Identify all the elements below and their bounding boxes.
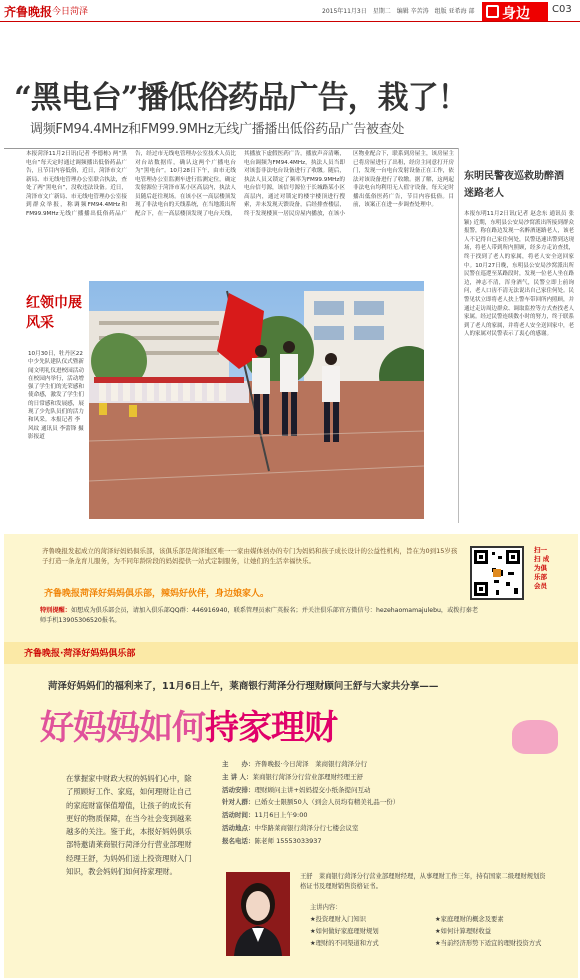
ad-intro: 齐鲁晚报发起成立的菏泽好妈妈俱乐部，该俱乐部是菏泽地区唯一一家由媒体创办的专门为妈妈和孩子成长设计的公益性机构，旨在为0到15岁孩子打造一条龙育儿服务，为不同年龄阶段的妈妈提供一站式定制服务，让她们的生活幸福快乐。 <box>42 547 458 565</box>
ad-join-info <box>40 606 480 626</box>
club-name: 齐鲁晚报·菏泽好妈妈俱乐部 <box>24 649 136 659</box>
divider <box>4 148 458 149</box>
right-story-title: 东明民警夜巡救助醉酒迷路老人 <box>464 171 564 199</box>
subheadline: 调频FM94.4MHz和FM99.9MHz无线广播播出低俗药品广告被查处 <box>30 122 405 137</box>
section-label: 身边 <box>502 6 530 22</box>
event-description: 在掌握家中财政大权的妈妈们心中，除了照顾好工作、家庭，如何理财让自己的家庭财富保值增值，让孩子的成长有更好的物质保障，在当今社会变到越来越多的关注。鉴于此，本报好妈妈俱乐部特邀请莱商银行菏泽分行营业部理财经理王舒，为妈妈们送上投资理财入门知识，教会妈妈们如何持家理财。 <box>66 774 192 877</box>
column-name: 今日菏泽 <box>52 7 89 17</box>
topic-item: ★如何做好家庭理财规划 <box>310 928 379 935</box>
join-label: 特别提醒： <box>40 607 71 614</box>
info-row: 针对人群：已婚女士限额50人（到会人员均有精美礼品一份） <box>222 798 400 807</box>
newspaper-logo: 齐鲁晚报 <box>4 5 53 19</box>
ceremony-photo <box>89 281 424 519</box>
speaker-portrait <box>226 872 290 956</box>
main-story-body: 本报菏泽11月2日讯(记者 李德栋) 两“黑电台”每天定时通过调频播出低俗药品广告，且节目内容低俗，近日，菏泽市文广新局、市无线电管理办公室联合执法，查处了两“黑电台”，没收违法设备。近日，菏泽市文广新局、市无线电管理办公室接到群众举报，称调频FM94.4MHz和FM99.9MHz无线广播播出低俗药品广告，经过市无线电管理办公室技术人员比对台站数据库，确认这两个广播电台为“黑电台”。10月28日下午，由市无线电管理办公室监测车进行监测定位，确定发射源位于菏泽市某小区高层内，执法人员随后赶往现场。在该小区一高层楼顶发现了非法电台的天线系统，在当地派出所配合下，在一高层楼顶发现了电台天线，其播放下虚假医药广告，播放声音清晰，电台调频为FM94.4MHz，执法人员当即对该套非法电台设备进行了收缴。随后，执法人员又锁定了频率为FM99.9MHz的电台信号源，该信号源位于长城路某小区高层内，通过对锁定的楼宇楼顶进行搜索，并未发现天馈设备，后经排查楼层，终于发现楼顶一居民房屋内播放，在该小区物业配合下，联系到房屋主，该房屋主已将房屋进行了出租，经房主同意打开房门，发现一台电台发射设备正在工作，依法对该设备进行了收缴。据了解，这两起非法电台均利用无人值守设备，每天定时播出低俗医药广告，节目内容低俗。目前，该案正在进一步调查处理中。 <box>26 151 454 217</box>
page-header <box>0 0 580 22</box>
speaker-bio: 王舒 莱商银行菏泽分行营业部理财经理，从事理财工作三年，持有国家二级理财规划资格证书及理财销售资格证书。 <box>300 873 546 890</box>
section-tag <box>482 2 548 21</box>
ad-slogan: 齐鲁晚报菏泽好妈妈俱乐部，辣妈好伙伴，身边娘家人。 <box>44 589 270 599</box>
lecture-topics <box>310 902 560 950</box>
event-welfare-title: 菏泽好妈妈们的福利来了，11月6日上午，莱商银行菏泽分行理财顾问王舒与大家共分享—— <box>48 681 439 692</box>
info-row: 活动地点：中华路莱商银行菏泽分行七楼会议室 <box>222 823 359 832</box>
info-row: 主 办：齐鲁晚报·今日菏泽 莱商银行菏泽分行 <box>222 760 368 768</box>
page-number: C03 <box>552 4 572 15</box>
side-story-body: 10月30日，牡丹区22中少先队建队仪式暨新闻文明礼仪进校园活动在校园内举行，活动增强了学生们的光荣感和使命感，激发了学生们的日常感和发展感，展现了少先队员们的活力和风采。本报记者 李风纹 通讯员 李蕾锋 摄影报道 <box>28 351 84 440</box>
info-row: 活动时间：11月6日上午9:00 <box>222 811 308 820</box>
event-info <box>222 758 552 848</box>
info-row: 报名电话：陈老师 15553033937 <box>222 836 322 845</box>
big-title-b: 持家理财 <box>205 708 337 748</box>
column-divider <box>458 148 459 523</box>
topic-item: ★如何计算理财收益 <box>435 928 492 935</box>
topic-item: ★当前经济形势下适宜的理财投资方式 <box>435 940 542 947</box>
qr-caption: 扫一扫 成为俱乐部会员 <box>534 546 550 590</box>
club-advertisement <box>4 534 578 978</box>
info-row: 主 讲 人：莱商银行菏泽分行营业部理财经理王舒 <box>222 772 364 781</box>
topic-item: ★理财的不同渠道和方式 <box>310 940 379 947</box>
right-story-body: 本报东明11月2日讯(记者 赵念东 通讯员 张颖) 近期，东明县公安局沙窝派出所接到群众报警，称在路边发现一名醉酒迷路老人，该老人不记得自己家住何处，民警迅速出警到达现场，将老人带到所内照顾，经多方走访查找，终于找到了老人的家属，将老人安全送回家中。10月27日晚，东明县公安局沙窝派出所民警在巡逻至某路段时，发现一位老人坐在路边，神志不清，浑身酒气，民警立即上前询问，老人口齿不清无法说出自己家住何处。民警见状立即将老人扶上警车带回所内照顾，并通过走访周边群众、调取监控等方式查找老人家属。经过民警连续数小时的努力，终于联系到了老人的家属，并将老人安全送回家中，老人的家属对民警表示了衷心的感谢。 <box>464 211 575 338</box>
info-row: 活动安排：理财顾问主讲+妈妈提交小纸条提问互动 <box>222 785 371 794</box>
topic-item: ★投资理财入门知识 <box>310 916 367 923</box>
issue-meta: 2015年11月3日 星期二 编辑 辛苦涛 组版 亚希海 部 <box>322 8 475 15</box>
join-text: 如想成为俱乐部会员，请加入俱乐部QQ群：446916940，联系管理员索广英报名；并关注俱乐部官方微信号：hezehaomamajulebu，或拨打秦老师手机13905306520报名。 <box>40 607 479 624</box>
big-title-a: 好妈妈如何 <box>40 708 205 748</box>
event-big-title <box>40 700 337 749</box>
qr-code <box>470 546 524 600</box>
headline: “黑电台”播低俗药品广告，栽了！ <box>14 80 468 116</box>
piggy-bank-icon <box>512 720 558 754</box>
side-story-title: 红领巾展风采 <box>26 295 82 331</box>
topic-item: ★家庭理财的概念及要素 <box>435 916 504 923</box>
topics-title: 主讲内容： <box>310 904 342 911</box>
section-icon <box>486 5 499 18</box>
